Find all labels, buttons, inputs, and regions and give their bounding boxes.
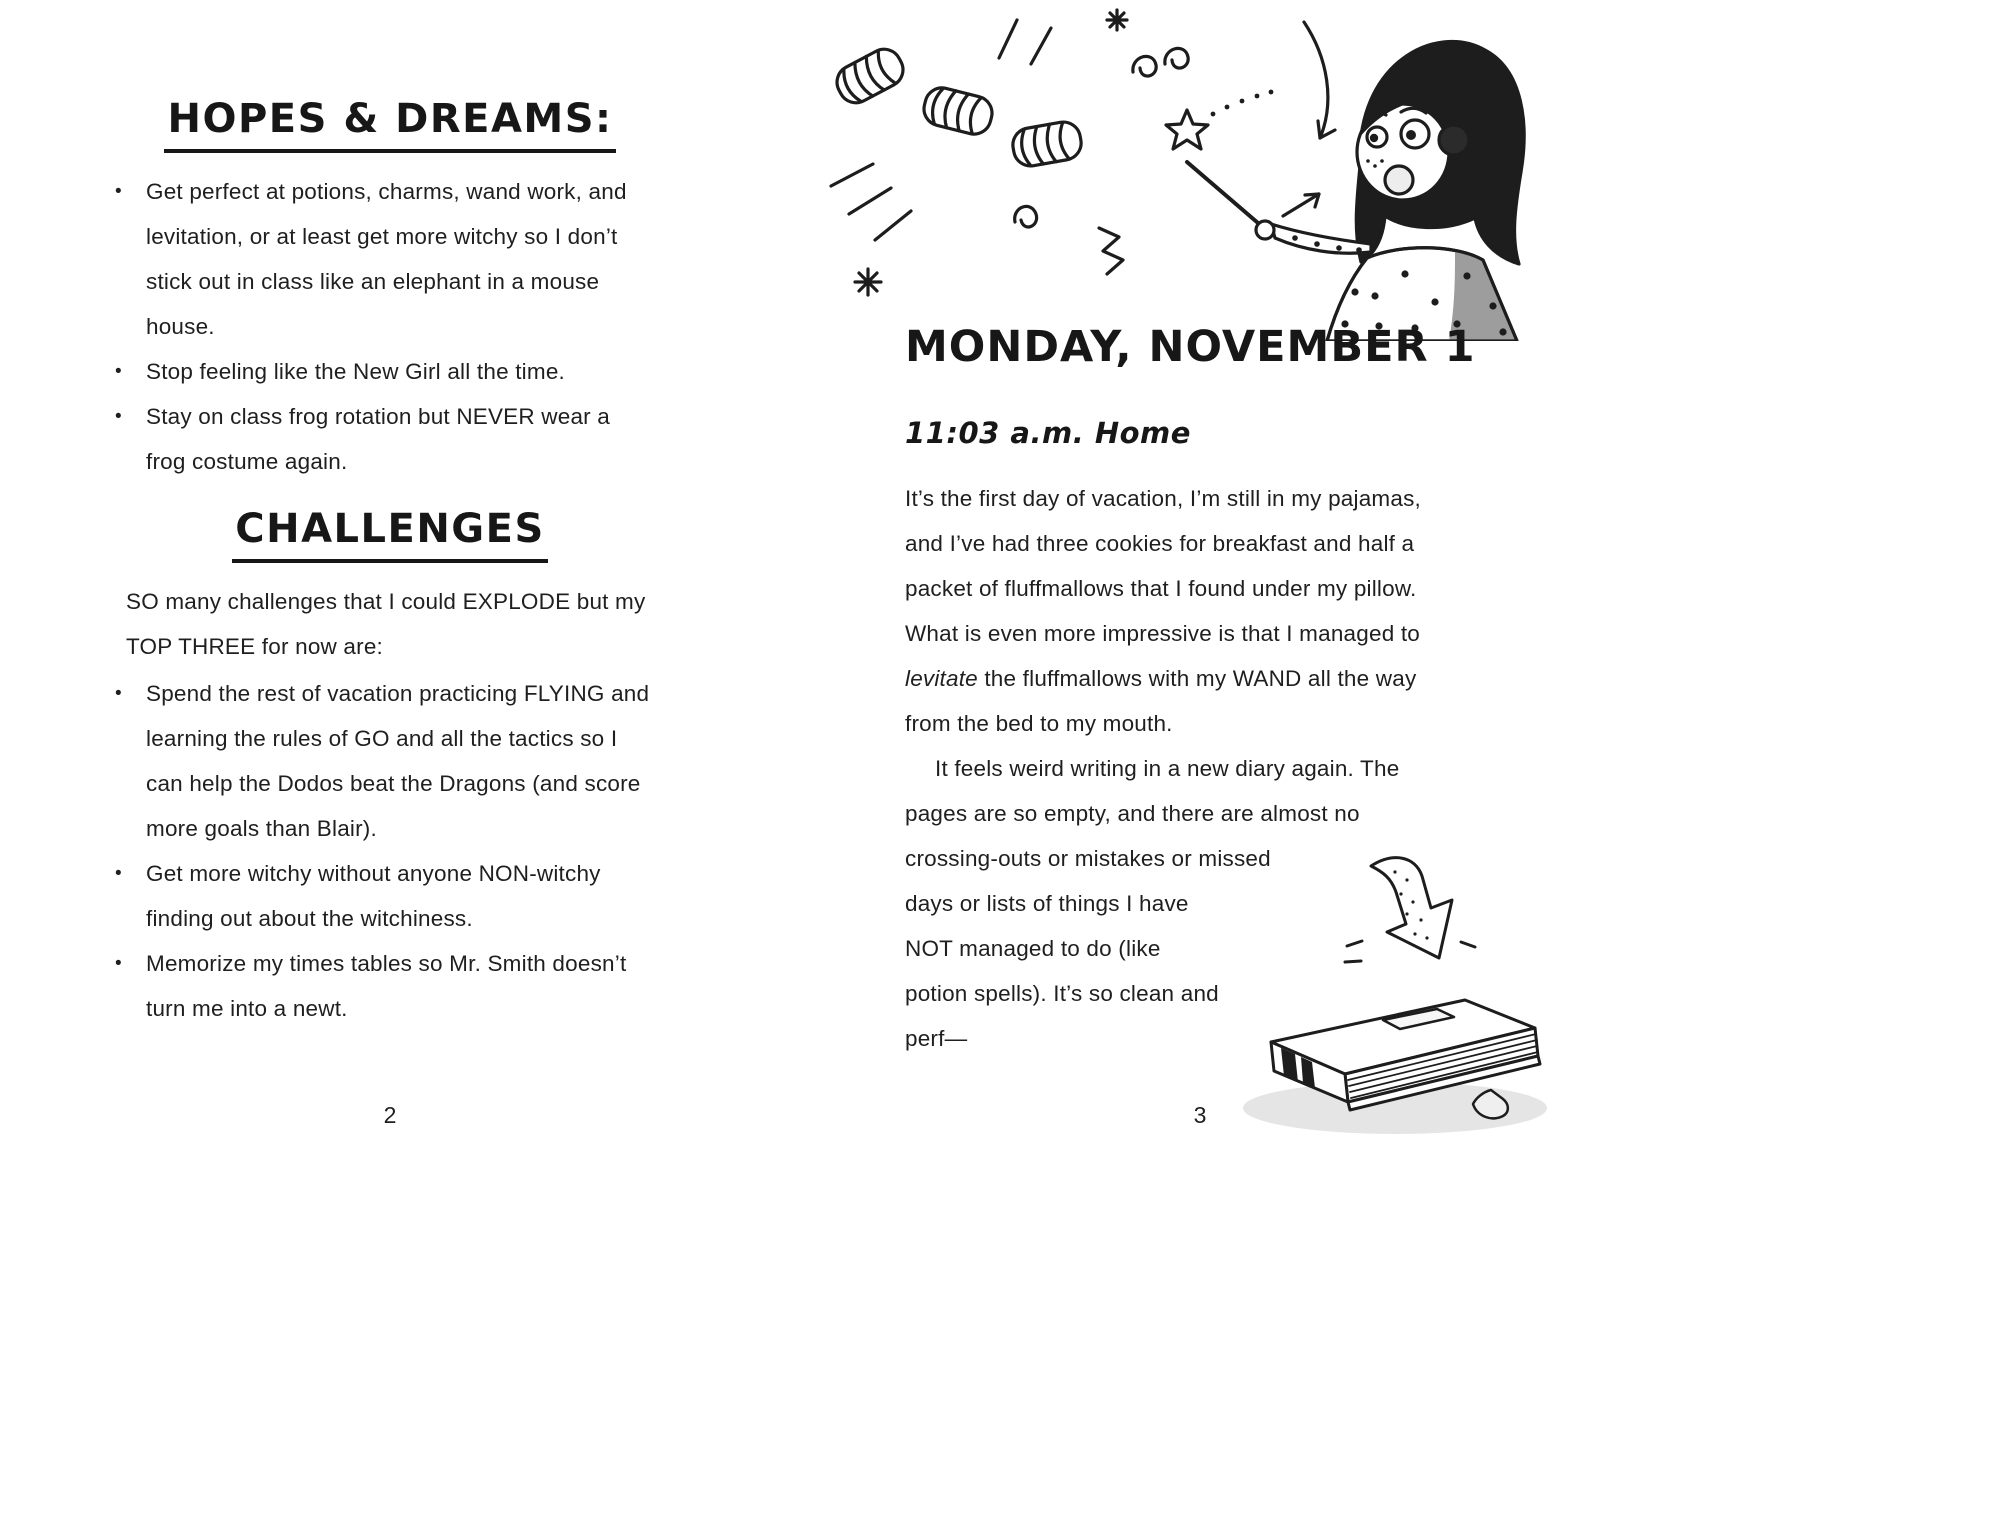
text-line: can help the Dodos beat the Dragons (and score	[146, 771, 641, 796]
girl-ear	[1439, 125, 1469, 155]
text-line: It’s the first day of vacation, I’m still in my pajamas,	[905, 486, 1421, 511]
text-line: frog costume again.	[146, 449, 348, 474]
list-item	[112, 851, 668, 941]
girl-mouth	[1385, 166, 1413, 194]
text-line: stick out in class like an elephant in a mouse	[146, 269, 600, 294]
text-line: levitation, or at least get more witchy so I don’t	[146, 224, 618, 249]
text-line: finding out about the witchiness.	[146, 906, 473, 931]
bullet-text	[146, 349, 565, 394]
hopes-heading-text: HOPES & DREAMS:	[164, 96, 615, 153]
italic-word: levitate	[905, 666, 978, 691]
page-number-right: 3	[1193, 1102, 1207, 1128]
hopes-list	[112, 169, 668, 484]
curved-arrow-icon	[1304, 22, 1335, 138]
text-line: days or lists of things I have	[905, 891, 1189, 916]
paragraph	[905, 476, 1505, 656]
text-line: Get perfect at potions, charms, wand work, and	[146, 179, 627, 204]
bullet-text	[146, 671, 649, 851]
text-line: learning the rules of GO and all the tactics so I	[146, 726, 618, 751]
text-line: potion spells). It’s so clean and	[905, 981, 1219, 1006]
text-line: Stop feeling like the New Girl all the time.	[146, 359, 565, 384]
bullet-text	[146, 394, 610, 484]
challenges-list	[112, 671, 668, 1031]
text-line: Get more witchy without anyone NON-witchy	[146, 861, 601, 886]
list-item	[112, 394, 668, 484]
challenges-heading	[112, 506, 668, 563]
text-line: crossing-outs or mistakes or missed	[905, 846, 1271, 871]
burst-lines-icon	[831, 20, 1051, 240]
bullet-text	[146, 169, 627, 349]
bullet-text	[146, 851, 601, 941]
text-line: turn me into a newt.	[146, 996, 348, 1021]
text-line: Spend the rest of vacation practicing FLYING and	[146, 681, 650, 706]
fluffmallow-icon	[831, 43, 1084, 168]
list-item	[112, 349, 668, 394]
text-line: pages are so empty, and there are almost no	[905, 801, 1360, 826]
small-arrow-icon	[1283, 194, 1319, 216]
girl-figure	[1187, 42, 1524, 341]
list-item	[112, 169, 668, 349]
hopes-heading	[112, 96, 668, 153]
bullet-text	[146, 941, 626, 1031]
text-segment: the fluffmallows with my WAND all the way	[977, 666, 1417, 691]
text-line: TOP THREE for now are:	[126, 634, 383, 659]
text-line: What is even more impressive is that I managed to	[905, 621, 1421, 646]
text-line: packet of fluffmallows that I found under my pillow.	[905, 576, 1417, 601]
text-line: and I’ve had three cookies for breakfast and half a	[905, 531, 1415, 556]
text-line: Memorize my times tables so Mr. Smith doesn’t	[146, 951, 627, 976]
wand	[1187, 162, 1258, 223]
down-arrow-icon	[1345, 858, 1475, 962]
dotted-trail-icon	[1211, 90, 1274, 117]
time-heading: 11:03 a.m. Home	[905, 416, 1191, 450]
text-line	[905, 656, 1505, 701]
page-left	[112, 96, 668, 1031]
bullet-icon: •	[115, 181, 122, 202]
text-line: perf—	[905, 1026, 968, 1051]
girl-levitating-illustration	[815, 6, 1545, 341]
text-line: Stay on class frog rotation but NEVER wear a	[146, 404, 611, 429]
text-line: more goals than Blair).	[146, 816, 377, 841]
bullet-icon: •	[115, 863, 122, 884]
challenges-intro	[112, 579, 668, 669]
text-line: house.	[146, 314, 215, 339]
bullet-icon: •	[115, 953, 122, 974]
bullet-icon: •	[115, 361, 122, 382]
star-icon	[1166, 110, 1208, 149]
list-item	[112, 941, 668, 1031]
list-item	[112, 671, 668, 851]
page-number-left: 2	[383, 1102, 397, 1128]
bullet-icon: •	[115, 406, 122, 427]
text-line: SO many challenges that I could EXPLODE but my	[126, 589, 646, 614]
text-line: from the bed to my mouth.	[905, 711, 1173, 736]
challenges-heading-text: CHALLENGES	[232, 506, 548, 563]
text-line: NOT managed to do (like	[905, 936, 1161, 961]
text-line: It feels weird writing in a new diary again. The	[935, 756, 1400, 781]
date-heading: MONDAY, NOVEMBER 1	[905, 322, 1476, 372]
bullet-icon: •	[115, 683, 122, 704]
